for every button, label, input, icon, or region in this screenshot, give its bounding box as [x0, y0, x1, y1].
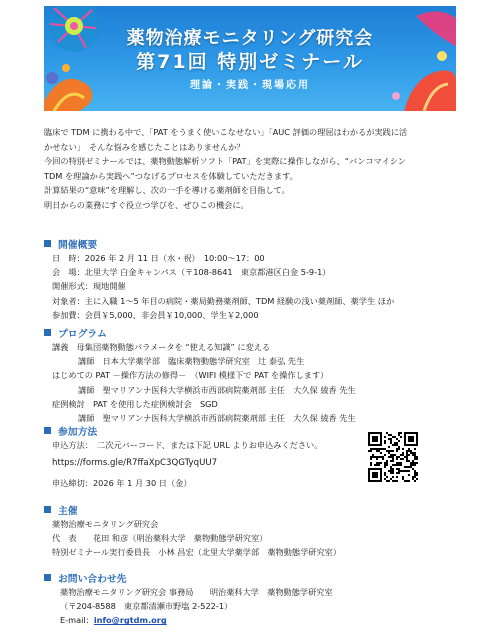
banner-event-title: 第71回 特別ゼミナール: [136, 51, 364, 73]
square-bullet-icon: [44, 427, 51, 434]
contact-details: [60, 585, 333, 628]
apply-deadline: 申込締切：2026 年 1 月 30 日（金）: [52, 478, 192, 488]
overview-line: 対象者：主に入職 1～5 年目の病院・薬局勤務薬剤師、TDM 経験の浅い薬剤師、薬学生 ほか: [52, 295, 395, 306]
contact-line: 薬物治療モニタリング研究会 事務局 明治薬科大学 薬物動態学研究室: [60, 587, 333, 597]
overview-details: [52, 251, 394, 322]
overview-line: 日 時：2026 年 2 月 11 日（水・祝） 10:00～17：00: [52, 253, 265, 263]
organizer-line: 薬物治療モニタリング研究会: [52, 519, 159, 529]
square-bullet-icon: [44, 329, 51, 336]
contact-heading: お問い合わせ先: [44, 571, 127, 585]
header-banner: [44, 6, 456, 111]
program-lecturer: 講師 聖マリアンナ医科大学横浜市西部病院薬剤部 主任 大久保 綾香 先生: [78, 413, 356, 424]
program-item: はじめての PAT －操作方法の修得－ （WIFI 模様下で PAT を操作します）: [52, 370, 329, 381]
intro-line: 計算結果の“意味”を理解し、次の一手を導ける薬剤師を目指して。: [44, 185, 290, 196]
organizer-heading: 主催: [44, 503, 78, 517]
organizer-line: 特別ゼミナール実行委員長 小林 昌宏（北里大学薬学部 薬物動態学研究室）: [52, 547, 342, 558]
apply-method: 申込方法： 二次元バーコード、または下記 URL よりお申込みください。: [52, 440, 323, 450]
email-label: E-mail：: [60, 615, 94, 626]
intro-line: 今回の特別ゼミナールでは、薬物動態解析ソフト「PAT」を実際に操作しながら、“バンコマイシン: [44, 156, 406, 167]
program-lecturer: 講師 日本大学薬学部 臨床薬物動態学研究室 辻 泰弘 先生: [78, 356, 305, 367]
intro-paragraph: [44, 125, 464, 213]
square-bullet-icon: [44, 240, 51, 247]
intro-line: 臨床で TDM に携わる中で、「PAT をうまく使いこなせない」「AUC 評価の理屈はわかるが実践に活: [44, 127, 408, 137]
intro-line: 明日からの業務にすぐ役立つ学びを、ぜひこの機会に。: [44, 199, 249, 210]
program-list: [52, 340, 356, 425]
banner-subtitle: 理論・実践・現場応用: [190, 80, 310, 91]
intro-line: TDM を理論から実践へ”つなげるプロセスを体験していただきます。: [44, 170, 298, 181]
overview-line: 会 場：北里大学 白金キャンパス（〒108-8641 東京都港区白金 5-9-1）: [52, 267, 331, 278]
contact-line: （〒204-8588 東京都清瀬市野塩 2-522-1）: [60, 601, 233, 612]
organizer-line: 代 表 花田 和彦（明治薬科大学 薬物動態学研究室）: [52, 533, 268, 544]
intro-line: かせない」 そんな悩みを感じたことはありませんか？: [44, 141, 245, 152]
email-link[interactable]: info@rgtdm.org: [93, 615, 167, 626]
banner-title: 薬物治療モニタリング研究会: [126, 28, 374, 49]
apply-form-link[interactable]: https://forms.gle/R7ffaXpC3QGTyqUU7: [52, 458, 218, 468]
overview-line: 参加費：会員￥5,000、非会員￥10,000、学生￥2,000: [52, 309, 259, 320]
square-bullet-icon: [44, 506, 51, 513]
contact-email-row: [60, 613, 333, 627]
program-item: 症例検討 PAT を使用した症例検討会 SGD: [52, 398, 218, 409]
program-heading: プログラム: [44, 326, 107, 340]
qr-code[interactable]: [368, 432, 418, 482]
apply-heading: 参加方法: [44, 424, 97, 438]
program-item: 講義 母集団薬物動態パラメータを “使える知識” に変える: [52, 342, 271, 352]
program-lecturer: 講師 聖マリアンナ医科大学横浜市西部病院薬剤部 主任 大久保 綾香 先生: [78, 384, 356, 395]
overview-line: 開催形式：現地開催: [52, 281, 126, 292]
organizer-details: [52, 517, 341, 560]
square-bullet-icon: [44, 574, 51, 581]
overview-heading: 開催概要: [44, 237, 97, 251]
